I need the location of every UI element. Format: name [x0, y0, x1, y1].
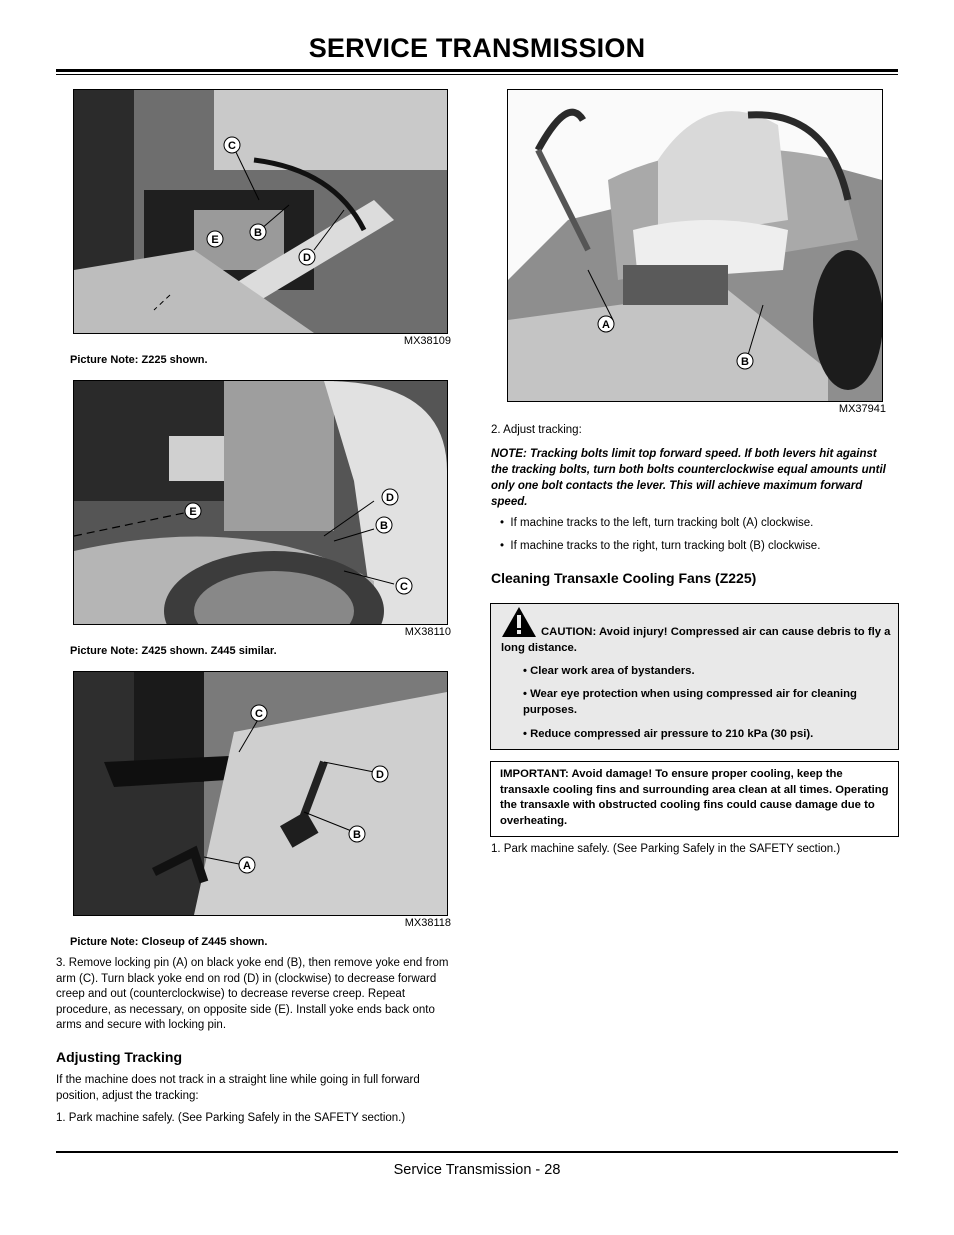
figure-id: MX38110: [404, 626, 451, 638]
important-text: IMPORTANT: Avoid damage! To ensure proper cooling, keep the transaxle cooling fins and surrounding area clean at all times. Operating the transaxle with obstructed cooling fins could cause damage due to overheating.: [500, 768, 889, 827]
bullet-text: If machine tracks to the right, turn tracking bolt (B) clockwise.: [510, 540, 821, 552]
photo-mx37941: [507, 89, 883, 402]
callout-a: A: [602, 319, 610, 331]
step-3-text: 3. Remove locking pin (A) on black yoke end (B), then remove yoke end from arm (C). Turn black yoke end on rod (D) in (clockwise) to decrease forward creep and out (counterclockwise) to decrease reverse creep. Repeat procedure, as necessary, on opposite side (E). Install yoke ends back onto arms and secure with locking pin.: [56, 957, 449, 1031]
caution-item: • Reduce compressed air pressure to 210 kPa (30 psi).: [523, 728, 814, 740]
bullet-dot: •: [500, 540, 511, 552]
figure-id: MX37941: [838, 403, 886, 415]
callout-d: D: [303, 252, 311, 264]
step-2-text: 2. Adjust tracking:: [491, 424, 582, 436]
photo-mx38109: [73, 89, 448, 334]
bullet-text: If machine tracks to the left, turn tracking bolt (A) clockwise.: [510, 517, 814, 529]
photo-mx38110: [73, 380, 448, 625]
callout-b: B: [353, 829, 361, 841]
caution-item: • Clear work area of bystanders.: [523, 665, 695, 677]
step-1-text: 1. Park machine safely. (See Parking Safely in the SAFETY section.): [56, 1112, 406, 1124]
callout-b: B: [380, 520, 388, 532]
photo-mx38118: [73, 671, 448, 916]
callout-c: C: [400, 581, 408, 593]
caution-lead: CAUTION: Avoid injury! Compressed air can cause debris to fly a long distance.: [501, 626, 891, 654]
picture-note: Picture Note: Z425 shown. Z445 similar.: [70, 645, 277, 657]
footer-rule: [56, 1151, 898, 1153]
callout-d: D: [376, 769, 384, 781]
figure-id: MX38109: [403, 335, 451, 347]
header-rule-thin: [56, 74, 898, 75]
picture-note: Picture Note: Z225 shown.: [70, 354, 208, 366]
callout-d: D: [386, 492, 394, 504]
figure-id: MX38118: [404, 917, 451, 929]
callout-e: E: [189, 506, 197, 518]
bullet-item-right: [500, 539, 895, 554]
page-title: SERVICE TRANSMISSION: [308, 33, 646, 63]
step-1-text-right: 1. Park machine safely. (See Parking Safely in the SAFETY section.): [491, 843, 841, 855]
callout-b: B: [741, 356, 749, 368]
adjusting-tracking-heading: Adjusting Tracking: [56, 1049, 183, 1065]
tracking-note: NOTE: Tracking bolts limit top forward speed. If both levers hit against the tracking bolts, turn both bolts counterclockwise equal amounts until only one bolt contacts the lever. This will achieve maximum forward speed.: [491, 448, 886, 508]
important-box: [490, 761, 899, 837]
callout-c: C: [255, 708, 263, 720]
caution-box: [490, 603, 899, 750]
callout-b: B: [254, 227, 262, 239]
callout-e: E: [211, 234, 219, 246]
page-footer: Service Transmission - 28: [393, 1162, 561, 1178]
callout-c: C: [228, 140, 236, 152]
header-rule: [56, 69, 898, 72]
adjusting-tracking-intro: If the machine does not track in a straight line while going in full forward position, adjust the tracking:: [56, 1074, 420, 1102]
cleaning-heading: Cleaning Transaxle Cooling Fans (Z225): [491, 570, 757, 586]
bullet-item-left: [500, 516, 895, 531]
picture-note: Picture Note: Closeup of Z445 shown.: [70, 936, 268, 948]
caution-item: • Wear eye protection when using compressed air for cleaning purposes.: [523, 688, 857, 716]
bullet-dot: •: [500, 517, 511, 529]
callout-a: A: [243, 860, 251, 872]
